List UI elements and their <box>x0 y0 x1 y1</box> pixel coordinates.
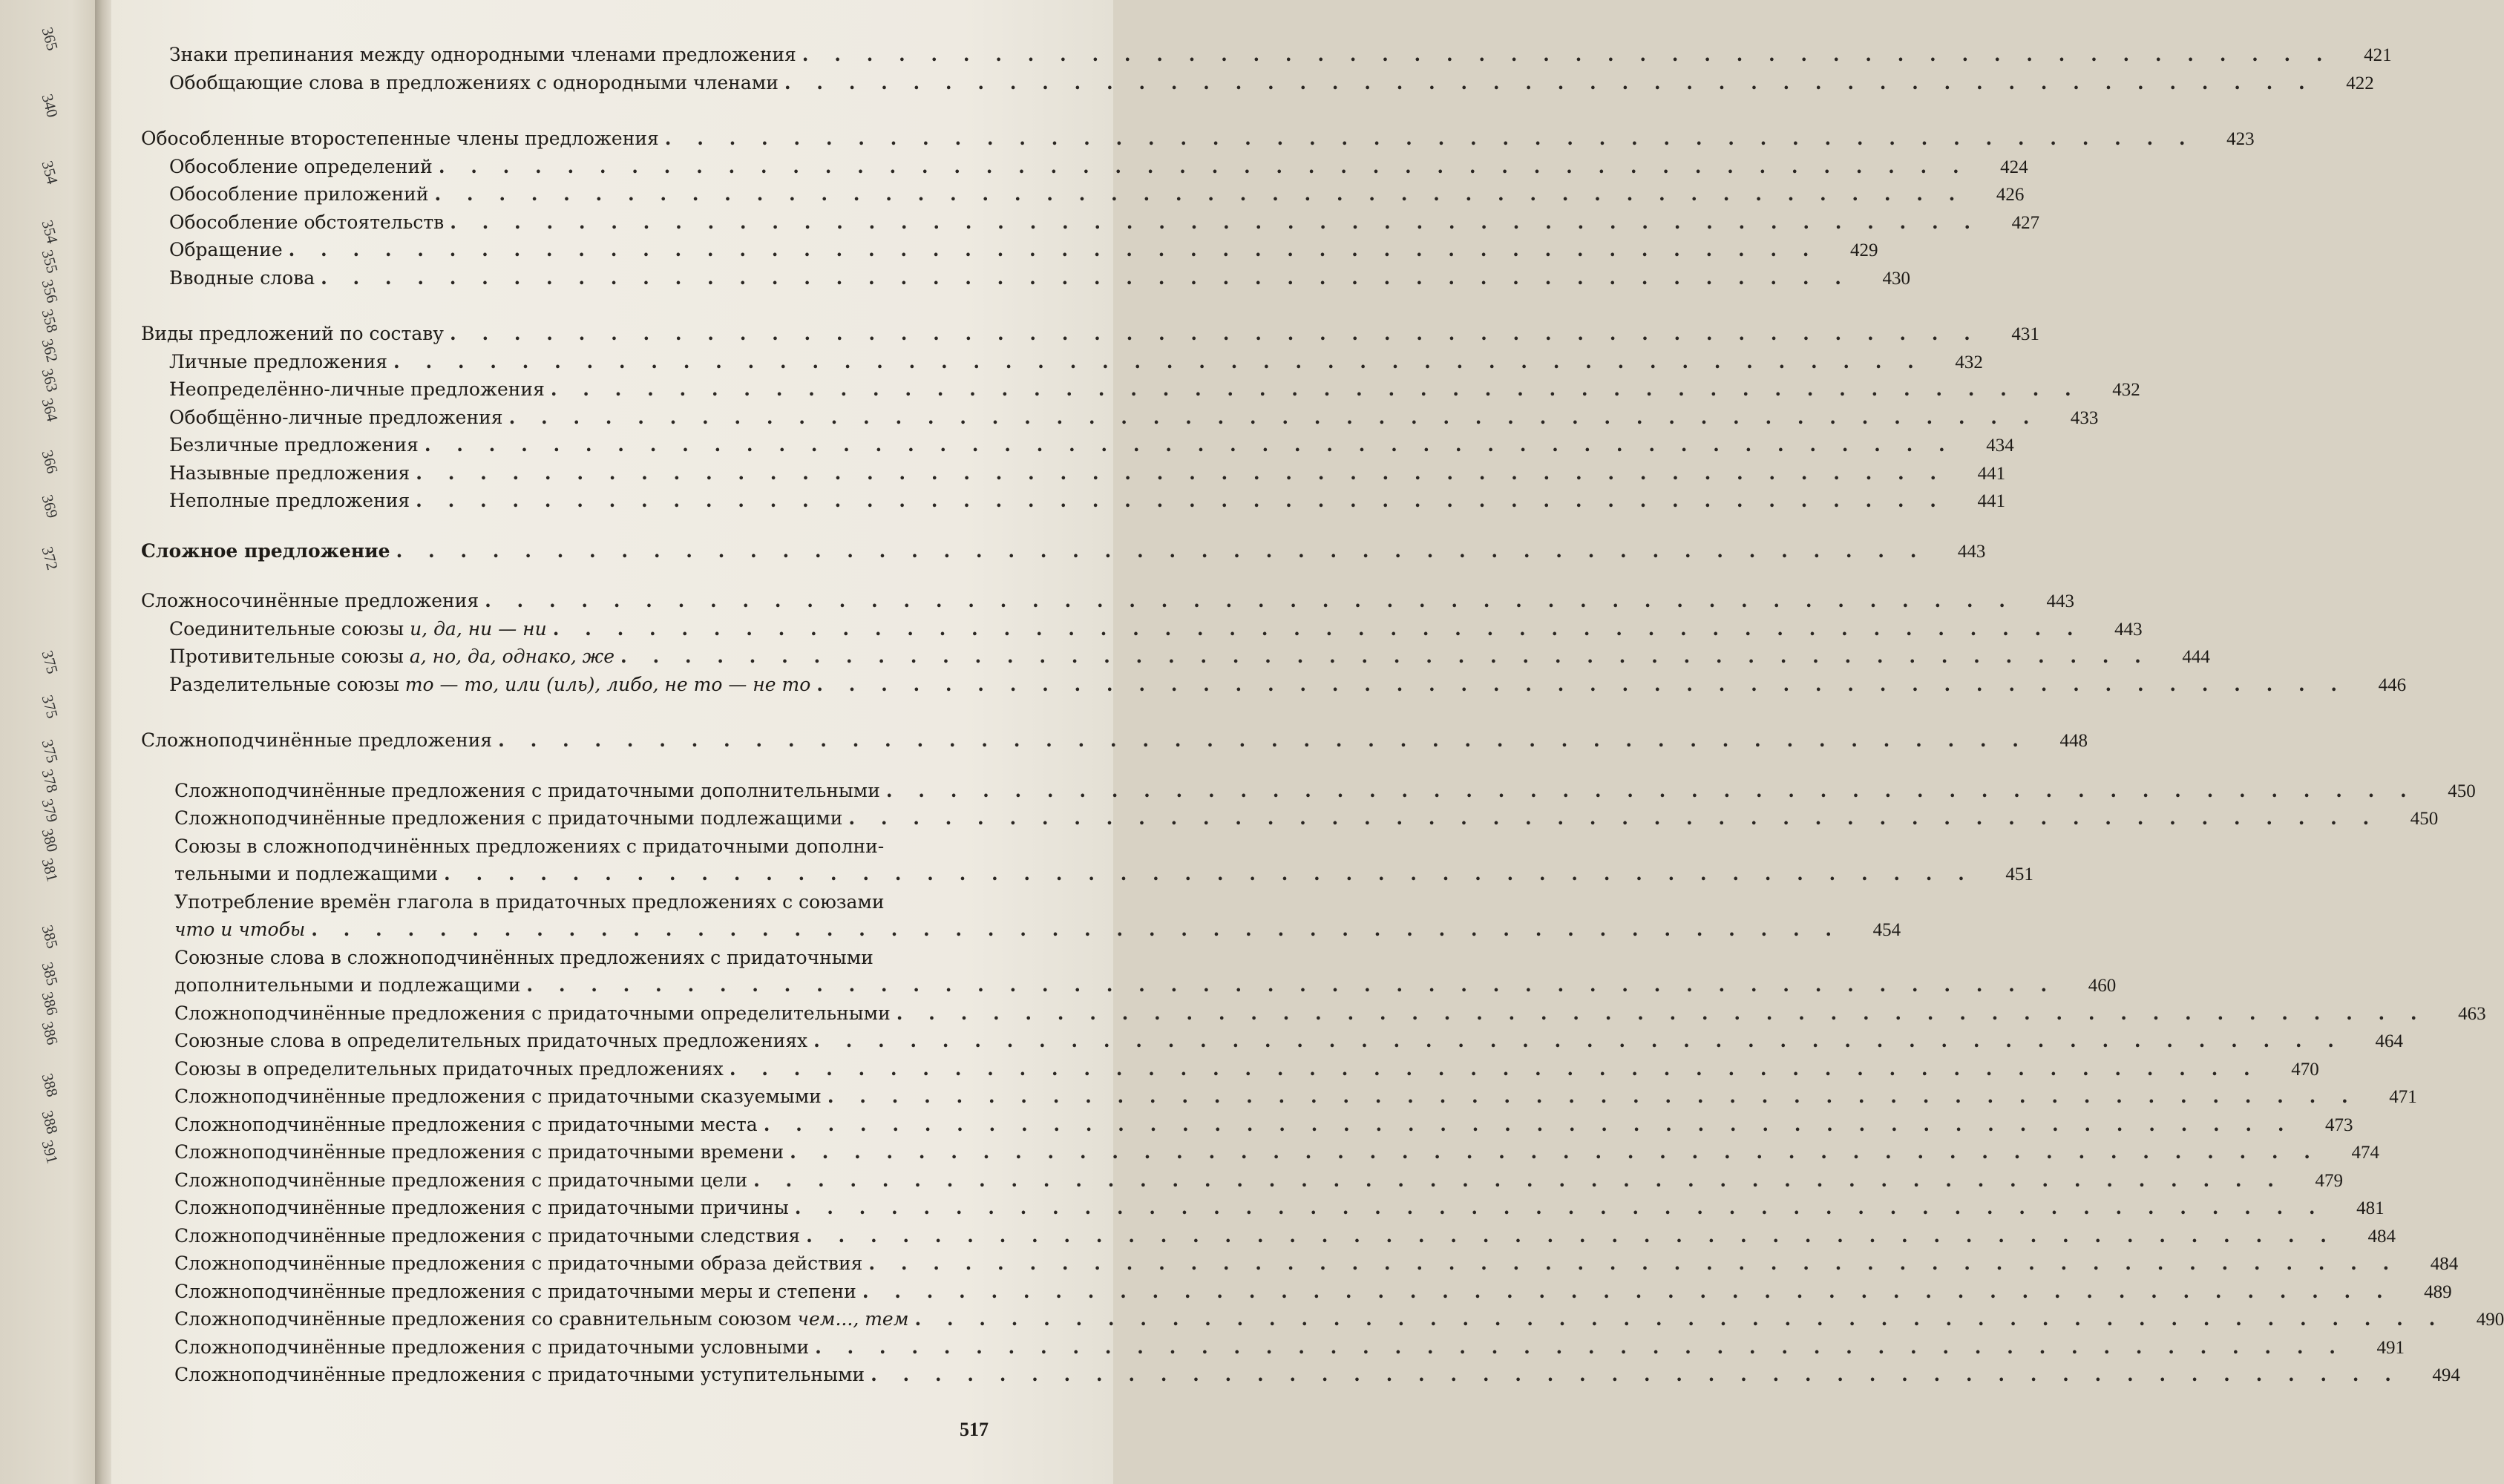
leader-dots: . . . . . . . . . . . . . . . . . . . . . . . . . . . . . . . . . . . . . . . . . . . . . . . . <box>288 239 1819 260</box>
toc-entry[interactable] <box>141 1055 2319 1083</box>
title-text: Противительные союзы <box>169 646 410 667</box>
leader-dots: . . . . . . . . . . . . . . . . . . . . . . . . . . . . . . . . . . . . . . . . . . . . . . . . <box>450 211 1981 233</box>
title-text: Разделительные союзы <box>169 673 405 695</box>
facing-page-number: 354 <box>38 159 62 186</box>
toc-page-number: 443 <box>2114 619 2143 640</box>
toc-entry[interactable] <box>141 236 1878 264</box>
toc-entry-title: Сложносочинённые предложения <box>141 590 479 611</box>
leader-dots: . . . . . . . . . . . . . . . . . . . . . . . . . . . . . . . . . . . . . . . . . . . . . . . . <box>815 1336 2345 1358</box>
toc-entry[interactable] <box>141 459 2006 487</box>
toc-page-number: 460 <box>2088 976 2117 996</box>
toc-entry[interactable] <box>141 1027 2403 1055</box>
toc-entry[interactable] <box>141 348 1983 376</box>
toc-page-number: 474 <box>2351 1143 2379 1163</box>
leader-dots: . . . . . . . . . . . . . . . . . . . . . . . . . . . . . . . . . . . . . . . . . . . . . . . . <box>434 183 1965 205</box>
leader-dots: . . . . . . . . . . . . . . . . . . . . . . . . . . . . . . . . . . . . . . . . . . . . . . . . <box>914 1308 2445 1330</box>
toc-entry[interactable] <box>141 1361 2460 1389</box>
title-text: Сложноподчинённые предложения со сравнительным союзом <box>174 1308 798 1330</box>
toc-entry-title <box>169 615 547 643</box>
toc-entry[interactable] <box>141 180 2025 209</box>
toc-entry-title: Сложноподчинённые предложения с придаточными меры и степени <box>174 1280 856 1302</box>
leader-dots: . . . . . . . . . . . . . . . . . . . . . . . . . . . . . . . . . . . . . . . . . . . . . . . . <box>871 1364 2401 1385</box>
toc-page-number: 434 <box>1986 436 2014 456</box>
facing-page-number: 355 <box>38 248 62 275</box>
toc-entry[interactable] <box>141 1138 2379 1166</box>
toc-entry[interactable] <box>141 1250 2459 1278</box>
toc-entry-title: Обособление определений <box>169 155 433 177</box>
toc-page-number: 430 <box>1882 268 1910 289</box>
toc-entry-title: Сложноподчинённые предложения с придаточными места <box>174 1113 758 1135</box>
leader-dots: . . . . . . . . . . . . . . . . . . . . . . . . . . . . . . . . . . . . . . . . . . . . . . . . <box>552 617 2083 640</box>
leader-dots: . . . . . . . . . . . . . . . . . . . . . . . . . . . . . . . . . . . . . . . . . . . . . . . . <box>438 155 1969 177</box>
table-of-contents <box>141 41 2504 1389</box>
leader-dots: . . . . . . . . . . . . . . . . . . . . . . . . . . . . . . . . . . . . . . . . . . . . . . . . <box>729 1057 2260 1080</box>
toc-entry-title: Безличные предложения <box>169 434 419 456</box>
leader-dots: . . . . . . . . . . . . . . . . . . . . . . . . . . . . . . . . . . . . . . . . . . . . . . . . <box>311 919 1842 940</box>
toc-entry-title <box>169 643 614 671</box>
toc-entry[interactable] <box>141 320 2039 348</box>
title-italic: чем..., тем <box>797 1308 909 1330</box>
toc-page-number: 470 <box>2291 1059 2319 1080</box>
toc-page-number: 423 <box>2226 129 2255 149</box>
toc-page-number: 450 <box>2448 781 2476 801</box>
facing-page-number: 369 <box>38 493 62 520</box>
toc-entry-title: Обособленные второстепенные члены предложения <box>141 128 659 149</box>
leader-dots: . . . . . . . . . . . . . . . . . . . . . . . . . . . . . . . . . . . . . . . . . . . . . . . . <box>444 863 1974 884</box>
title-text: Соединительные союзы <box>169 617 410 640</box>
toc-page-number: 431 <box>2011 324 2039 344</box>
toc-entry[interactable] <box>141 375 2140 404</box>
toc-entry-title: Сложноподчинённые предложения с придаточными подлежащими <box>174 807 843 829</box>
toc-entry[interactable] <box>141 1111 2353 1139</box>
toc-entry-title: Личные предложения <box>169 350 388 372</box>
toc-entry-title-cont: тельными и подлежащими <box>174 863 439 884</box>
toc-entry-title: Сложноподчинённые предложения <box>141 729 493 751</box>
toc-page-number: 484 <box>2367 1226 2396 1247</box>
toc-entry[interactable] <box>141 1333 2405 1362</box>
facing-page-number: 365 <box>38 25 62 53</box>
toc-page-number: 491 <box>2376 1337 2405 1358</box>
facing-page-number: 362 <box>38 337 62 364</box>
toc-entry-title <box>169 671 810 699</box>
toc-entry[interactable] <box>141 833 2033 888</box>
leader-dots: . . . . . . . . . . . . . . . . . . . . . . . . . . . . . . . . . . . . . . . . . . . . . . . . <box>416 490 1947 511</box>
toc-entry-title: Сложноподчинённые предложения с придаточными времени <box>174 1141 784 1163</box>
title-italic: и, да, ни — ни <box>410 617 547 640</box>
toc-entry[interactable] <box>141 41 2392 69</box>
toc-entry-title: Неполные предложения <box>169 490 410 511</box>
leader-dots: . . . . . . . . . . . . . . . . . . . . . . . . . . . . . . . . . . . . . . . . . . . . . . . . <box>896 1002 2427 1024</box>
toc-page-number: 471 <box>2389 1087 2417 1107</box>
leader-dots: . . . . . . . . . . . . . . . . . . . . . . . . . . . . . . . . . . . . . . . . . . . . . . . . <box>753 1169 2284 1191</box>
facing-page-number: 375 <box>38 693 62 720</box>
leader-dots: . . . . . . . . . . . . . . . . . . . . . . . . . . . . . . . . . . . . . . . . . . . . . . . . <box>763 1113 2294 1135</box>
toc-entry[interactable] <box>141 1305 2504 1333</box>
leader-dots: . . . . . . . . . . . . . . . . . . . . . . . . . . . . . . . . . . . . . . . . . . . . . . . . <box>526 974 2057 996</box>
toc-page-number: 454 <box>1872 920 1901 940</box>
toc-page-number: 441 <box>1977 491 2006 511</box>
toc-entry[interactable] <box>141 537 1986 565</box>
facing-page-number: 385 <box>38 960 62 988</box>
toc-entry[interactable] <box>141 404 2099 432</box>
toc-page-number: 424 <box>2000 157 2028 177</box>
leader-dots: . . . . . . . . . . . . . . . . . . . . . . . . . . . . . . . . . . . . . . . . . . . . . . . . <box>806 1224 2336 1247</box>
toc-page-number: 450 <box>2410 809 2439 829</box>
leader-dots: . . . . . . . . . . . . . . . . . . . . . . . . . . . . . . . . . . . . . . . . . . . . . . . . <box>508 406 2039 428</box>
toc-entry-title: Употребление времён глагола в придаточных предложениях с союзами <box>174 890 885 913</box>
toc-page-number: 484 <box>2430 1254 2459 1274</box>
leader-dots: . . . . . . . . . . . . . . . . . . . . . . . . . . . . . . . . . . . . . . . . . . . . . . . . <box>862 1280 2393 1302</box>
toc-entry-title: Сложноподчинённые предложения с придаточными образа действия <box>174 1252 863 1274</box>
facing-page-number: 372 <box>38 545 62 572</box>
leader-dots: . . . . . . . . . . . . . . . . . . . . . . . . . . . . . . . . . . . . . . . . . . . . . . . . <box>321 266 1851 289</box>
facing-page-number: 380 <box>38 827 62 854</box>
toc-entry-title: Виды предложений по составу <box>141 323 445 344</box>
toc-page-number: 494 <box>2432 1365 2460 1385</box>
toc-entry[interactable] <box>141 587 2074 615</box>
title-italic: то — то, или (иль), либо, не то — не то <box>404 673 811 695</box>
toc-entry[interactable] <box>141 69 2374 97</box>
toc-entry[interactable] <box>141 125 2255 153</box>
toc-entry-title: Знаки препинания между однородными членами предложения <box>169 44 796 65</box>
facing-page-number: 391 <box>38 1138 62 1166</box>
toc-page-number: 432 <box>1955 352 1983 372</box>
toc-page <box>111 0 2504 1484</box>
toc-entry-title: Сложноподчинённые предложения с придаточными дополнительными <box>174 779 880 801</box>
toc-entry-title <box>174 1305 908 1333</box>
facing-page-number: 375 <box>38 649 62 676</box>
toc-entry[interactable] <box>141 153 2028 181</box>
toc-entry[interactable] <box>141 209 2040 237</box>
toc-page-number: 441 <box>1977 463 2006 484</box>
facing-page-number: 340 <box>38 92 62 119</box>
toc-entry-title: Обобщающие слова в предложениях с однородными членами <box>169 71 779 93</box>
leader-dots: . . . . . . . . . . . . . . . . . . . . . . . . . . . . . . . . . . . . . . . . . . . . . . . . <box>827 1086 2358 1107</box>
toc-page-number: 429 <box>1849 240 1878 260</box>
toc-entry[interactable] <box>141 487 2006 515</box>
facing-page-number: 366 <box>38 448 62 476</box>
facing-page-number: 379 <box>38 797 62 824</box>
toc-page-number: 489 <box>2424 1281 2452 1302</box>
leader-dots: . . . . . . . . . . . . . . . . . . . . . . . . . . . . . . . . . . . . . . . . . . . . . . . . <box>885 779 2416 801</box>
toc-entry[interactable] <box>141 1278 2452 1306</box>
toc-entry[interactable] <box>141 1166 2343 1195</box>
toc-page-number: 446 <box>2378 674 2407 695</box>
leader-dots: . . . . . . . . . . . . . . . . . . . . . . . . . . . . . . . . . . . . . . . . . . . . . . . . <box>813 1030 2344 1051</box>
toc-entry-title: Обобщённо-личные предложения <box>169 406 503 428</box>
toc-entry-title: Сложноподчинённые предложения с придаточными уступительными <box>174 1364 865 1385</box>
leader-dots: . . . . . . . . . . . . . . . . . . . . . . . . . . . . . . . . . . . . . . . . . . . . . . . . <box>550 378 2081 400</box>
leader-dots: . . . . . . . . . . . . . . . . . . . . . . . . . . . . . . . . . . . . . . . . . . . . . . . . <box>794 1197 2325 1218</box>
leader-dots: . . . . . . . . . . . . . . . . . . . . . . . . . . . . . . . . . . . . . . . . . . . . . . . . <box>393 350 1924 372</box>
toc-entry-title: Обособление обстоятельств <box>169 211 445 233</box>
toc-entry-title-cont <box>174 916 305 944</box>
toc-entry[interactable] <box>141 777 2476 805</box>
facing-page-number: 388 <box>38 1109 62 1136</box>
facing-page-number: 385 <box>38 923 62 951</box>
toc-page-number: 443 <box>1957 541 1986 562</box>
toc-entry-title: Сложноподчинённые предложения с придаточными цели <box>174 1169 748 1191</box>
toc-page-number: 432 <box>2112 380 2140 400</box>
toc-page-number: 451 <box>2005 864 2033 884</box>
toc-entry-title: Сложноподчинённые предложения с придаточными определительными <box>174 1002 891 1024</box>
facing-page-number: 363 <box>38 367 62 394</box>
leader-dots: . . . . . . . . . . . . . . . . . . . . . . . . . . . . . . . . . . . . . . . . . . . . . . . . <box>416 462 1947 484</box>
toc-entry[interactable] <box>141 944 2117 999</box>
toc-page-number: 448 <box>2059 731 2088 751</box>
leader-dots: . . . . . . . . . . . . . . . . . . . . . . . . . . . . . . . . . . . . . . . . . . . . . . . . <box>450 323 1980 344</box>
title-italic: что и чтобы <box>174 919 306 940</box>
toc-entry[interactable] <box>141 804 2439 833</box>
toc-entry-title: Союзы в определительных придаточных предложениях <box>174 1057 724 1080</box>
toc-entry-title: Сложноподчинённые предложения с придаточными сказуемыми <box>174 1086 822 1107</box>
toc-page-number: 463 <box>2458 1003 2486 1024</box>
facing-page-number: 388 <box>38 1071 62 1099</box>
toc-page-number: 426 <box>1996 185 2025 205</box>
toc-entry-title: Вводные слова <box>169 266 315 289</box>
facing-page-number: 356 <box>38 278 62 305</box>
leader-dots: . . . . . . . . . . . . . . . . . . . . . . . . . . . . . . . . . . . . . . . . . . . . . . . . <box>485 590 2015 611</box>
toc-page-number: 421 <box>2364 45 2392 65</box>
toc-page-number: 433 <box>2070 407 2099 428</box>
toc-entry[interactable] <box>141 615 2143 643</box>
facing-page-number: 358 <box>38 307 62 335</box>
toc-entry-title: Обособление приложений <box>169 183 429 205</box>
toc-page-number: 422 <box>2346 73 2374 93</box>
toc-page-number: 444 <box>2182 647 2210 667</box>
toc-entry-title: Сложное предложение <box>141 539 390 562</box>
facing-page-number: 386 <box>38 1020 62 1047</box>
toc-entry[interactable] <box>141 1222 2396 1250</box>
toc-entry[interactable] <box>141 431 2014 459</box>
leader-dots: . . . . . . . . . . . . . . . . . . . . . . . . . . . . . . . . . . . . . . . . . . . . . . . . <box>848 807 2379 829</box>
leader-dots: . . . . . . . . . . . . . . . . . . . . . . . . . . . . . . . . . . . . . . . . . . . . . . . . <box>784 71 2315 93</box>
toc-page-number: 464 <box>2375 1031 2403 1051</box>
leader-dots: . . . . . . . . . . . . . . . . . . . . . . . . . . . . . . . . . . . . . . . . . . . . . . . . <box>620 646 2151 667</box>
toc-page-number: 481 <box>2356 1198 2385 1218</box>
toc-entry-title: Назывные предложения <box>169 462 410 484</box>
facing-page-number: 375 <box>38 738 62 765</box>
toc-entry-title: Сложноподчинённые предложения с придаточными условными <box>174 1336 810 1358</box>
toc-entry-title: Обращение <box>169 239 283 260</box>
toc-entry-title: Союзные слова в сложноподчинённых предложениях с придаточными <box>174 946 874 968</box>
page-folio: 517 <box>960 1419 989 1440</box>
toc-entry-title-cont: дополнительными и подлежащими <box>174 974 521 996</box>
toc-page-number: 427 <box>2011 212 2040 233</box>
title-italic: а, но, да, однако, же <box>409 646 615 667</box>
facing-page-number: 378 <box>38 767 62 795</box>
toc-entry[interactable] <box>141 888 1901 944</box>
leader-dots: . . . . . . . . . . . . . . . . . . . . . . . . . . . . . . . . . . . . . . . . . . . . . . . . <box>498 729 2029 751</box>
toc-entry-title: Сложноподчинённые предложения с придаточными следствия <box>174 1224 801 1247</box>
toc-page-number: 490 <box>2476 1310 2504 1330</box>
leader-dots: . . . . . . . . . . . . . . . . . . . . . . . . . . . . . . . . . . . . . . . . . . . . . . . . <box>396 539 1927 562</box>
toc-entry[interactable] <box>141 264 1910 292</box>
leader-dots: . . . . . . . . . . . . . . . . . . . . . . . . . . . . . . . . . . . . . . . . . . . . . . . . <box>664 128 2195 149</box>
leader-dots: . . . . . . . . . . . . . . . . . . . . . . . . . . . . . . . . . . . . . . . . . . . . . . . . <box>790 1141 2320 1163</box>
toc-page-number: 479 <box>2315 1170 2343 1191</box>
facing-page-number: 364 <box>38 396 62 424</box>
toc-entry[interactable] <box>141 643 2210 671</box>
toc-entry[interactable] <box>141 1194 2385 1222</box>
toc-entry[interactable] <box>141 671 2407 699</box>
toc-entry[interactable] <box>141 726 2088 755</box>
leader-dots: . . . . . . . . . . . . . . . . . . . . . . . . . . . . . . . . . . . . . . . . . . . . . . . . <box>868 1252 2399 1274</box>
leader-dots: . . . . . . . . . . . . . . . . . . . . . . . . . . . . . . . . . . . . . . . . . . . . . . . . <box>802 44 2333 65</box>
leader-dots: . . . . . . . . . . . . . . . . . . . . . . . . . . . . . . . . . . . . . . . . . . . . . . . . <box>816 673 2347 695</box>
toc-entry-title: Неопределённо-личные предложения <box>169 378 545 400</box>
toc-page-number: 473 <box>2325 1114 2353 1135</box>
facing-page-number: 354 <box>38 218 62 246</box>
toc-entry-title: Союзы в сложноподчинённых предложениях с придаточными дополни- <box>174 835 885 857</box>
toc-entry[interactable] <box>141 1083 2417 1111</box>
facing-page-number: 381 <box>38 856 62 884</box>
leader-dots: . . . . . . . . . . . . . . . . . . . . . . . . . . . . . . . . . . . . . . . . . . . . . . . . <box>424 434 1955 456</box>
toc-entry-title: Союзные слова в определительных придаточных предложениях <box>174 1030 808 1051</box>
toc-page-number: 443 <box>2046 591 2074 611</box>
facing-page-number: 386 <box>38 990 62 1017</box>
facing-page <box>0 0 102 1484</box>
toc-entry[interactable] <box>141 999 2486 1028</box>
toc-entry-title: Сложноподчинённые предложения с придаточными причины <box>174 1197 789 1218</box>
